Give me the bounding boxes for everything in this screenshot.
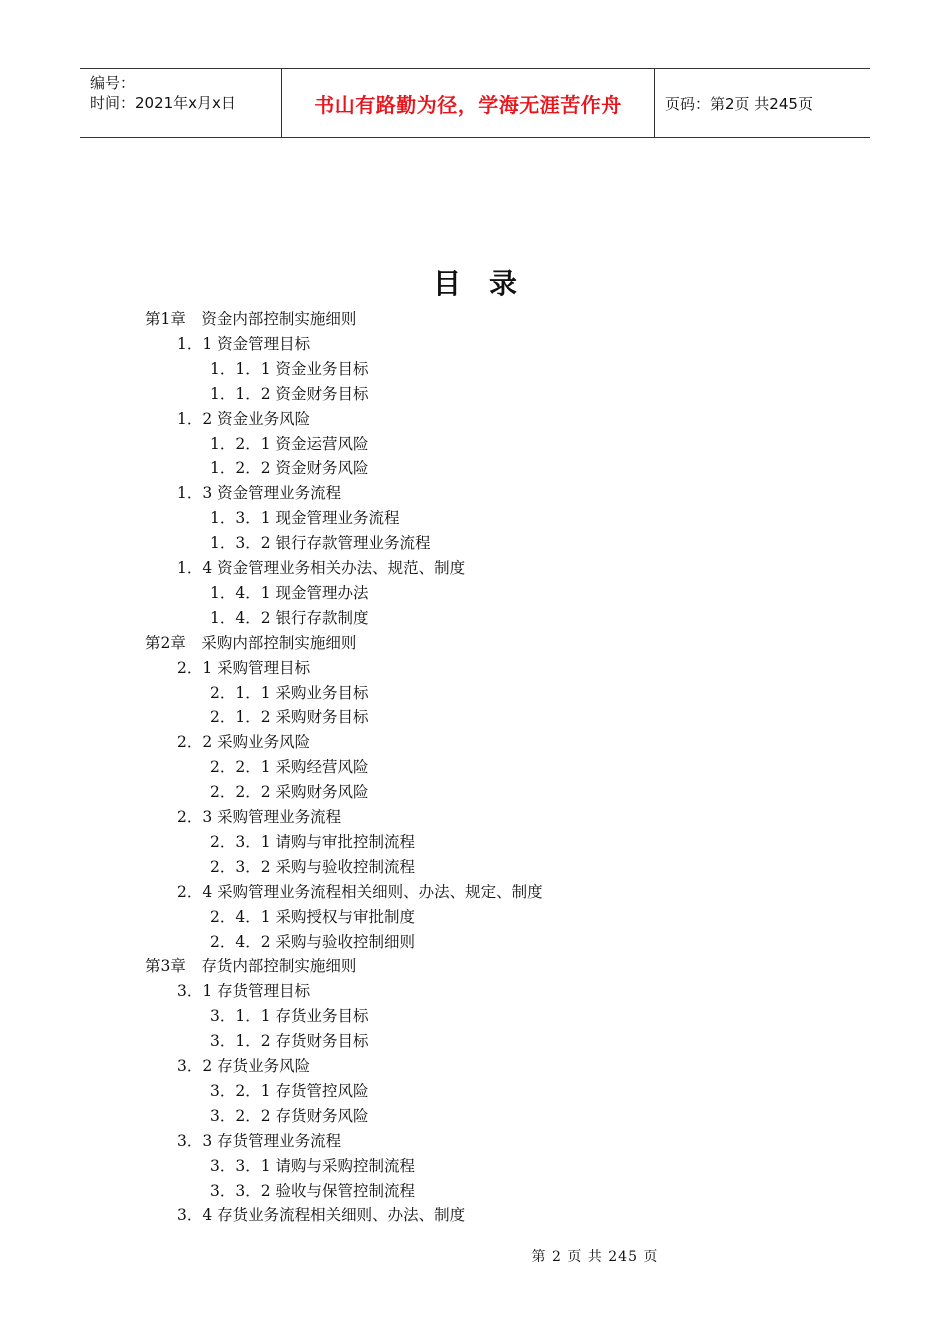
toc-entry-level-3: 3．1．1 存货业务目标: [210, 1007, 369, 1026]
toc-entry-level-3: 3．3．2 验收与保管控制流程: [210, 1181, 416, 1200]
header-page-cell: [655, 69, 870, 137]
number-label: 编号：: [90, 74, 136, 92]
toc-entry-level-2: 2．3 采购管理业务流程: [177, 808, 342, 826]
toc-entry-level-3: 2．4．1 采购授权与审批制度: [210, 907, 416, 926]
toc-entry-level-2: 1．3 资金管理业务流程: [177, 484, 342, 503]
toc-entry-level-1: 第1章 资金内部控制实施细则: [145, 310, 357, 328]
toc-entry-level-3: 3．2．1 存货管控风险: [210, 1081, 369, 1100]
page-footer: 第 2 页 共 245 页: [531, 1249, 659, 1265]
toc-entry-level-3: 1．4．2 银行存款制度: [210, 608, 369, 627]
header-motto-cell: [282, 69, 655, 137]
toc-entry-level-3: 2．2．1 采购经营风险: [210, 758, 369, 777]
document-header: [80, 68, 870, 138]
header-motto: 书山有路勤为径，学海无涯苦作舟: [314, 92, 622, 117]
toc-entry-level-3: 2．3．2 采购与验收控制流程: [210, 857, 416, 876]
toc-entry-level-2: 3．3 存货管理业务流程: [177, 1131, 342, 1150]
toc-entry-level-3: 1．4．1 现金管理办法: [210, 583, 369, 602]
page-title: 目录: [432, 267, 545, 300]
toc-entry-level-3: 1．3．2 银行存款管理业务流程: [210, 534, 431, 553]
toc-entry-level-1: 第2章 采购内部控制实施细则: [145, 633, 357, 652]
toc-entry-level-3: 3．1．2 存货财务目标: [210, 1032, 369, 1051]
toc-entry-level-2: 1．4 资金管理业务相关办法、规范、制度: [177, 559, 466, 577]
toc-entry-level-2: 3．2 存货业务风险: [177, 1057, 311, 1075]
toc-entry-level-2: 1．1 资金管理目标: [177, 334, 311, 353]
toc-entry-level-3: 1．2．2 资金财务风险: [210, 459, 369, 478]
time-label: 时间：2021年x月x日: [90, 94, 236, 112]
header-page-label: 页码：第2页 共245页: [665, 94, 813, 113]
header-meta: [80, 69, 282, 137]
toc-entry-level-3: 2．1．1 采购业务目标: [210, 683, 369, 702]
toc-entry-level-3: 2．4．2 采购与验收控制细则: [210, 932, 416, 951]
toc-entry-level-3: 1．1．1 资金业务目标: [210, 359, 369, 378]
toc-entry-level-3: 2．1．2 采购财务目标: [210, 708, 369, 727]
toc-entry-level-2: 1．2 资金业务风险: [177, 409, 311, 428]
toc-entry-level-3: 1．2．1 资金运营风险: [210, 434, 369, 453]
toc-entry-level-3: 1．3．1 现金管理业务流程: [210, 509, 400, 528]
toc-entry-level-3: 1．1．2 资金财务目标: [210, 384, 369, 403]
toc-entry-level-3: 3．2．2 存货财务风险: [210, 1106, 369, 1125]
toc-entry-level-2: 3．4 存货业务流程相关细则、办法、制度: [177, 1206, 466, 1225]
toc-entry-level-2: 2．4 采购管理业务流程相关细则、办法、规定、制度: [177, 882, 543, 901]
toc-entry-level-3: 2．3．1 请购与审批控制流程: [210, 832, 416, 851]
toc-entry-level-2: 3．1 存货管理目标: [177, 982, 311, 1001]
toc-entry-level-2: 2．2 采购业务风险: [177, 733, 311, 752]
toc-entry-level-1: 第3章 存货内部控制实施细则: [145, 957, 357, 976]
toc-entry-level-3: 2．2．2 采购财务风险: [210, 783, 369, 802]
toc-entry-level-2: 2．1 采购管理目标: [177, 658, 311, 677]
toc-entry-level-3: 3．3．1 请购与采购控制流程: [210, 1156, 416, 1175]
